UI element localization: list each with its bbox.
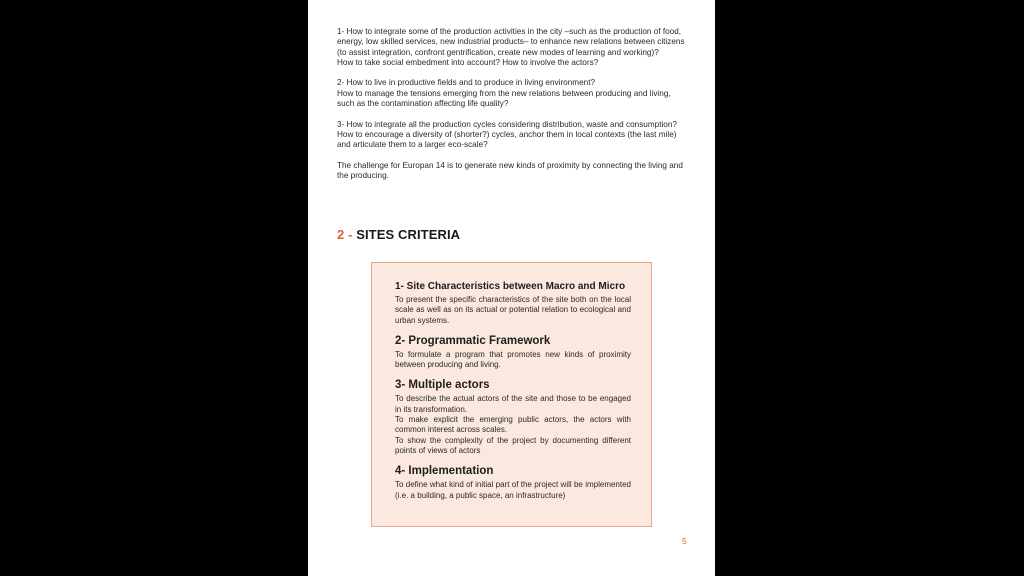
document-page [308,0,715,576]
criterion-description: To formulate a program that promotes new kinds of proximity between producing and living. [395,349,631,370]
section-title-text: SITES CRITERIA [356,227,461,242]
criterion-description: To define what kind of initial part of the project will be implemented (i.e. a building, a public space, an infrastructure) [395,480,631,500]
intro-paragraph-2: 2- How to live in productive fields and to produce in living environment? How to manage the tensions emerging from the new relations between producing and living, such as the contamination affecting life quality? [337,78,671,109]
intro-paragraph-3: 3- How to integrate all the production cycles considering distribution, waste and consumption? How to encourage a diversity of (shorter?) cycles, anchor them in local contexts (the last mile) and articulate them to a larger eco-scale? [337,119,677,150]
criteria-box [371,262,652,527]
criterion-title: 3- Multiple actors [395,379,490,392]
section-number: 2 - [337,227,353,242]
criterion-description: To describe the actual actors of the site and those to be engaged in its transformation. To make explicit the emerging public actors, the actors with common interest across scales. To show the complexity of the project by documenting different points of views of actors [395,394,631,455]
criterion-title: 1- Site Characteristics between Macro and Micro [395,281,626,292]
page-number: 5 [682,536,687,546]
criterion-title: 2- Programmatic Framework [395,334,551,347]
section-heading [337,227,460,242]
criterion-programmatic-framework [395,335,631,371]
criterion-site-characteristics [395,281,631,326]
criterion-title: 4- Implementation [395,465,494,478]
criterion-description: To present the specific characteristics of the site both on the local scale as well as on its actual or potential relation to ecological and urban systems. [395,295,631,325]
intro-paragraph-4: The challenge for Europan 14 is to generate new kinds of proximity by connecting the living and the producing. [337,160,683,181]
criterion-multiple-actors [395,379,631,456]
intro-paragraph-1: 1- How to integrate some of the production activities in the city –such as the production of food, energy, low skilled services, new industrial products– to enhance new relations between citizens (to assist integration, confront gentrification, create new modes of learning and working)? How to take social embedment into account? How to involve the actors? [337,27,685,67]
criteria-list [395,281,631,510]
criterion-implementation [395,465,631,501]
intro-text [337,27,689,192]
